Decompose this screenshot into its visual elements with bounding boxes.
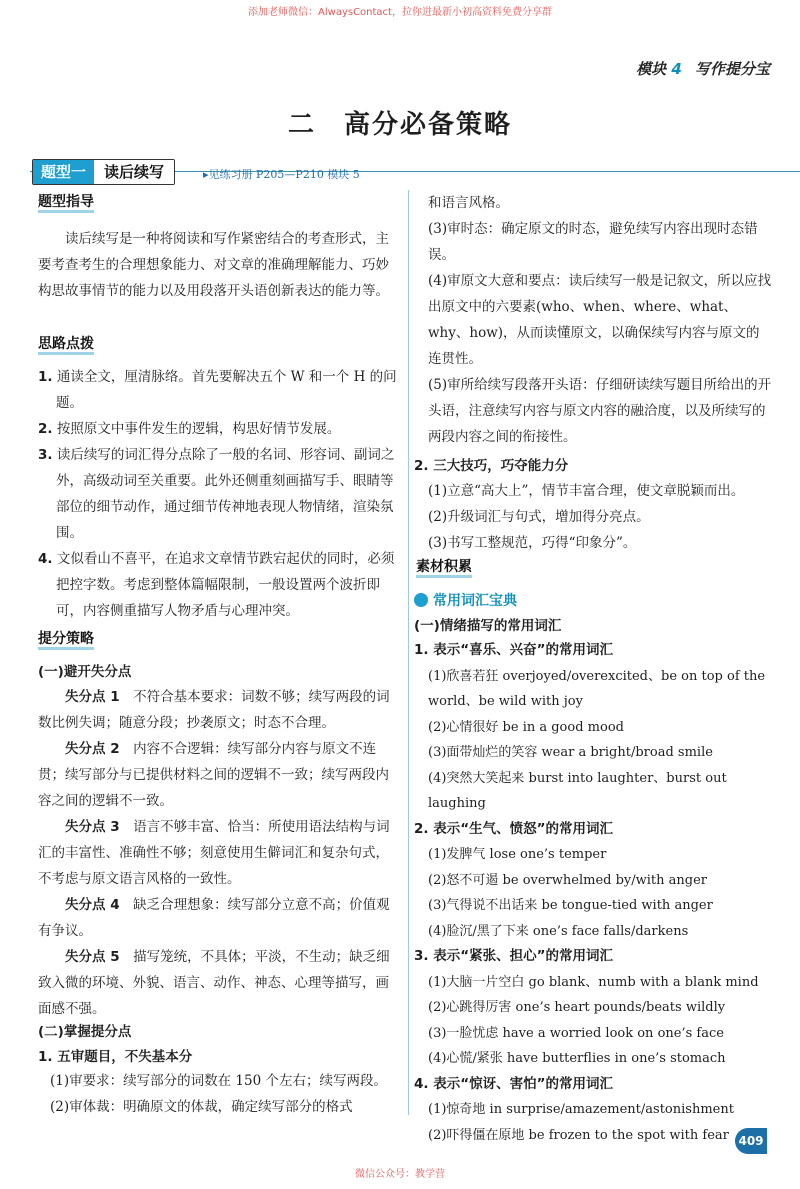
list-item: 4. 文似看山不喜平，在追求文章情节跌宕起伏的同时，必须把控字数。考虑到整体篇幅限制，一般设置两个波折即可，内容侧重描写人物矛盾与心理冲突。 xyxy=(38,551,395,619)
vocab-group xyxy=(414,817,776,945)
list-item: (5)审所给续写段落开头语：仔细研读续写题目所给出的开头语，注意续写内容与原文内容的融洽度，以及所续写的两段内容之间的衔接性。 xyxy=(428,377,772,445)
list-item: (1)立意“高大上”，情节丰富合理，使文章脱颖而出。 xyxy=(428,483,745,499)
list-item: 失分点 2 内容不合逻辑：续写部分内容与原文不连贯；续写部分与已提供材料之间的逻辑不一致；续写两段内容之间的逻辑不一致。 xyxy=(38,741,389,809)
continued-text: 和语言风格。 xyxy=(428,195,509,211)
list-item: (1)欣喜若狂 overjoyed/overexcited、be on top of the world、be wild with joy xyxy=(428,668,766,709)
bullet-icon xyxy=(414,593,428,607)
guide-paragraph: 读后续写是一种将阅读和写作紧密结合的考查形式，主要考查考生的合理想象能力、对文章的准确理解能力、巧妙构思故事情节的能力以及用段落开头语创新表达的能力等。 xyxy=(38,231,389,299)
five-list xyxy=(50,1068,400,1120)
list-item: 失分点 3 语言不够丰富、恰当：所使用语法结构与词汇的丰富性、准确性不够；刻意使用生僻词汇和复杂句式，不考虑与原文语言风格的一致性。 xyxy=(38,819,390,887)
list-item: (3)面带灿烂的笑容 wear a bright/broad smile xyxy=(428,745,713,760)
page-number: 409 xyxy=(735,1128,767,1154)
list-item: (2)心情很好 be in a good mood xyxy=(428,719,624,735)
module-number: 4 xyxy=(671,60,682,78)
bottom-watermark: 微信公众号：教学营 xyxy=(355,1169,445,1180)
list-item: (1)审要求：续写部分的词数在 150 个左右；续写两段。 xyxy=(50,1073,387,1089)
section-heading-guide: 题型指导 xyxy=(38,191,94,211)
list-item: (2)吓得僵在原地 be frozen to the spot with fear xyxy=(428,1127,729,1143)
list-item: (2)心跳得厉害 one’s heart pounds/beats wildly xyxy=(428,1000,726,1015)
list-item: (3)一脸忧虑 have a worried look on one’s face xyxy=(428,1025,724,1041)
list-item: 失分点 1 不符合基本要求：词数不够；续写两段的词数比例失调；随意分段；抄袭原文；时态不合理。 xyxy=(38,689,390,731)
list-item: (1)惊奇地 in surprise/amazement/astonishment xyxy=(428,1102,734,1117)
vocab-group-title: 1. 表示“喜乐、兴奋”的常用词汇 xyxy=(414,642,613,658)
list-item: 1. 通读全文，厘清脉络。首先要解决五个 W 和一个 H 的问题。 xyxy=(38,369,397,411)
ideas-list xyxy=(38,364,400,624)
module-label: 模块 xyxy=(636,60,667,78)
vocab-group-title: 4. 表示“惊讶、害怕”的常用词汇 xyxy=(414,1075,613,1092)
vocab-group xyxy=(414,944,776,1072)
vocab-group-title: 3. 表示“紧张、担心”的常用词汇 xyxy=(414,948,613,964)
list-item: (1)发脾气 lose one’s temper xyxy=(428,847,607,862)
list-item: (3)书写工整规范，巧得“印象分”。 xyxy=(428,535,637,551)
loss-points xyxy=(38,684,400,1022)
list-item: (2)审体裁：明确原文的体裁，确定续写部分的格式 xyxy=(50,1099,353,1115)
vocab-groups xyxy=(414,638,776,1148)
subheading-three: 2. 三大技巧，巧夺能力分 xyxy=(414,458,569,474)
module-title: 写作提分宝 xyxy=(694,60,770,78)
list-item: (4)审原文大意和要点：读后续写一般是记叙文，所以应找出原文中的六要素(who、when、where、what、why、how)，从而读懂原文，以确保续写内容与原文的连贯性。 xyxy=(428,273,772,367)
list-item: 2. 按照原文中事件发生的逻辑，构思好情节发展。 xyxy=(38,421,341,437)
list-item: (4)心慌/紧张 have butterflies in one’s stomach xyxy=(428,1051,726,1066)
vocab-group-title: 2. 表示“生气、愤怒”的常用词汇 xyxy=(414,820,613,837)
list-item: (1)大脑一片空白 go blank、numb with a blank mind xyxy=(428,974,759,990)
list-item: (3)审时态：确定原文的时态，避免续写内容出现时态错误。 xyxy=(428,221,758,263)
type-tag-name: 读后续写 xyxy=(94,160,174,184)
question-type-tag xyxy=(32,159,175,185)
subheading-five: 1. 五审题目，不失基本分 xyxy=(38,1049,193,1065)
list-item: 失分点 4 缺乏合理想象：续写部分立意不高；价值观有争议。 xyxy=(38,897,390,939)
right-text-block xyxy=(428,190,773,450)
vocab-group xyxy=(414,638,776,817)
list-item: (4)突然大笑起来 burst into laughter、burst out laughing xyxy=(428,770,727,811)
section-heading-ideas: 思路点拨 xyxy=(38,333,94,353)
vocab-group xyxy=(414,1072,776,1149)
section-heading-strategy: 提分策略 xyxy=(38,628,94,648)
workbook-reference: ▸见练习册 P205—P210 模块 5 xyxy=(203,168,360,181)
running-header xyxy=(636,58,770,79)
three-list xyxy=(428,478,773,556)
list-item: (3)气得说不出话来 be tongue-tied with anger xyxy=(428,898,713,913)
top-watermark: 添加老师微信：AlwaysContact，拉你进最新小初高资料免费分享群 xyxy=(248,7,552,18)
list-item: (2)升级词汇与句式，增加得分亮点。 xyxy=(428,509,650,525)
subheading-master: (二)掌握提分点 xyxy=(38,1024,132,1040)
list-item: (2)怒不可遏 be overwhelmed by/with anger xyxy=(428,872,708,888)
section-heading-material: 素材积累 xyxy=(416,556,472,576)
type-tag-label: 题型一 xyxy=(33,160,94,184)
list-item: (4)脸沉/黑了下来 one’s face falls/darkens xyxy=(428,923,689,939)
page-title: 二 高分必备策略 xyxy=(287,110,512,140)
list-item: 3. 读后续写的词汇得分点除了一般的名词、形容词、副词之外，高级动词至关重要。此外还侧重刻画描写手、眼睛等部位的细节动作，通过细节传神地表现人物情绪，渲染氛围。 xyxy=(38,447,395,541)
subheading-emotion: (一)情绪描写的常用词汇 xyxy=(414,618,562,634)
list-item: 失分点 5 描写笼统，不具体；平淡，不生动；缺乏细致入微的环境、外貌、语言、动作、神态、心理等描写，画面感不强。 xyxy=(38,949,390,1017)
column-divider xyxy=(408,190,409,1115)
vocab-heading: 常用词汇宝典 xyxy=(414,590,517,610)
subheading-avoid: (一)避开失分点 xyxy=(38,664,132,680)
